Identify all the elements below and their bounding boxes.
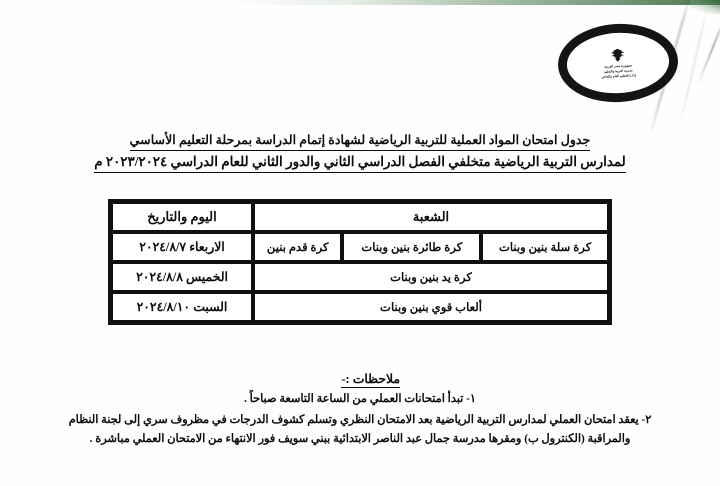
seal-line-3: إدارة التعليم العام والخاص bbox=[601, 73, 636, 79]
table-row bbox=[112, 263, 608, 291]
notes-section bbox=[20, 370, 700, 449]
table-header-row bbox=[112, 203, 608, 231]
section-cell: كرة يد بنين وبنات bbox=[254, 263, 608, 291]
seal-line-2: مديرية التربية والتعليم bbox=[604, 68, 633, 74]
ministry-seal bbox=[558, 24, 678, 102]
notes-heading: ملاحظات :- bbox=[341, 372, 400, 386]
table-row bbox=[112, 233, 608, 261]
note-item: ٢- يعقد امتحان العملي لمدارس التربية الرياضية بعد الامتحان النظري وتسلم كشوف الدرجات في مظروف سري إلى لجنة النظام bbox=[68, 414, 652, 426]
note-item-continuation: والمراقبة (الكنترول ب) ومقرها مدرسة جمال عبد الناصر الابتدائية ببني سويف فور الانتهاء من الامتحان العملي مباشرة . bbox=[89, 433, 631, 445]
date-cell: الاربعاء ٢٠٢٤/٨/٧ bbox=[112, 233, 252, 261]
section-cell: كرة قدم بنين bbox=[254, 233, 341, 261]
seal-line-1: جمهورية مصر العربية bbox=[604, 63, 633, 69]
header-day-and-date: اليوم والتاريخ bbox=[112, 203, 252, 231]
document-title bbox=[0, 130, 720, 173]
section-cell: كرة سلة بنين وبنات bbox=[482, 233, 608, 261]
section-cell: ألعاب قوي بنين وبنات bbox=[254, 293, 608, 321]
scan-glare-streak bbox=[697, 9, 720, 86]
date-cell: السبت ٢٠٢٤/٨/١٠ bbox=[112, 293, 252, 321]
seal-text-lines bbox=[601, 63, 636, 79]
scan-edge-top-gradient bbox=[228, 0, 720, 5]
note-item: ١- تبدأ امتحانات العملي من الساعة التاسعة صباحاً . bbox=[244, 393, 476, 405]
date-cell: الخميس ٢٠٢٤/٨/٨ bbox=[112, 263, 252, 291]
title-line-2: لمدارس التربية الرياضية متخلفي الفصل الدراسي الثاني والدور الثاني للعام الدراسي ٢٠٢٣/٢٠٢٤ م bbox=[94, 152, 625, 173]
table-row bbox=[112, 293, 608, 321]
title-line-1: جدول امتحان المواد العملية للتربية الرياضية لشهادة إتمام الدراسة بمرحلة التعليم الأساسي bbox=[130, 130, 591, 151]
exam-schedule-table bbox=[108, 199, 612, 325]
eagle-emblem-icon bbox=[609, 48, 626, 64]
header-section: الشعبة bbox=[254, 203, 608, 231]
section-cell: كرة طائرة بنين وبنات bbox=[343, 233, 480, 261]
